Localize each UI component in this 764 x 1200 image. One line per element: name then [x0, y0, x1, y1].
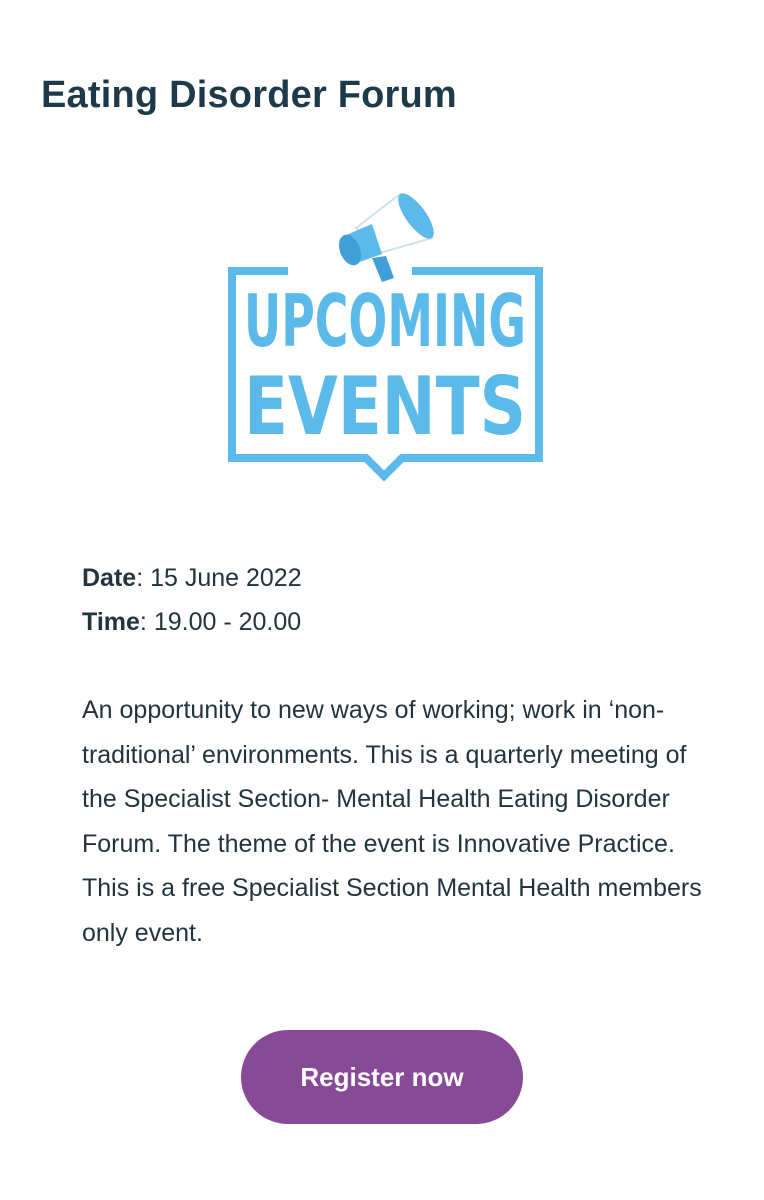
event-date — [82, 556, 702, 600]
event-details — [82, 556, 702, 644]
event-time — [82, 600, 702, 644]
upcoming-events-graphic — [226, 186, 546, 482]
date-separator: : — [136, 564, 144, 592]
time-label: Time — [82, 608, 140, 636]
time-value: 19.00 - 20.00 — [153, 608, 302, 636]
date-label: Date — [82, 564, 137, 592]
upcoming-text: UPCOMING — [244, 279, 526, 363]
date-value: 15 June 2022 — [150, 564, 302, 592]
register-now-button[interactable]: Register now — [241, 1030, 523, 1124]
page-title: Eating Disorder Forum — [41, 74, 457, 116]
events-text: EVENTS — [244, 360, 526, 453]
event-description: An opportunity to new ways of working; work in ‘non-traditional’ environments. This is a quarterly meeting of the Specialist Section- Mental Health Eating Disorder Forum. The theme of the event is Innovative Practice. This is a free Specialist Section Mental Health members only event. — [82, 696, 702, 947]
time-separator: : — [139, 608, 147, 636]
